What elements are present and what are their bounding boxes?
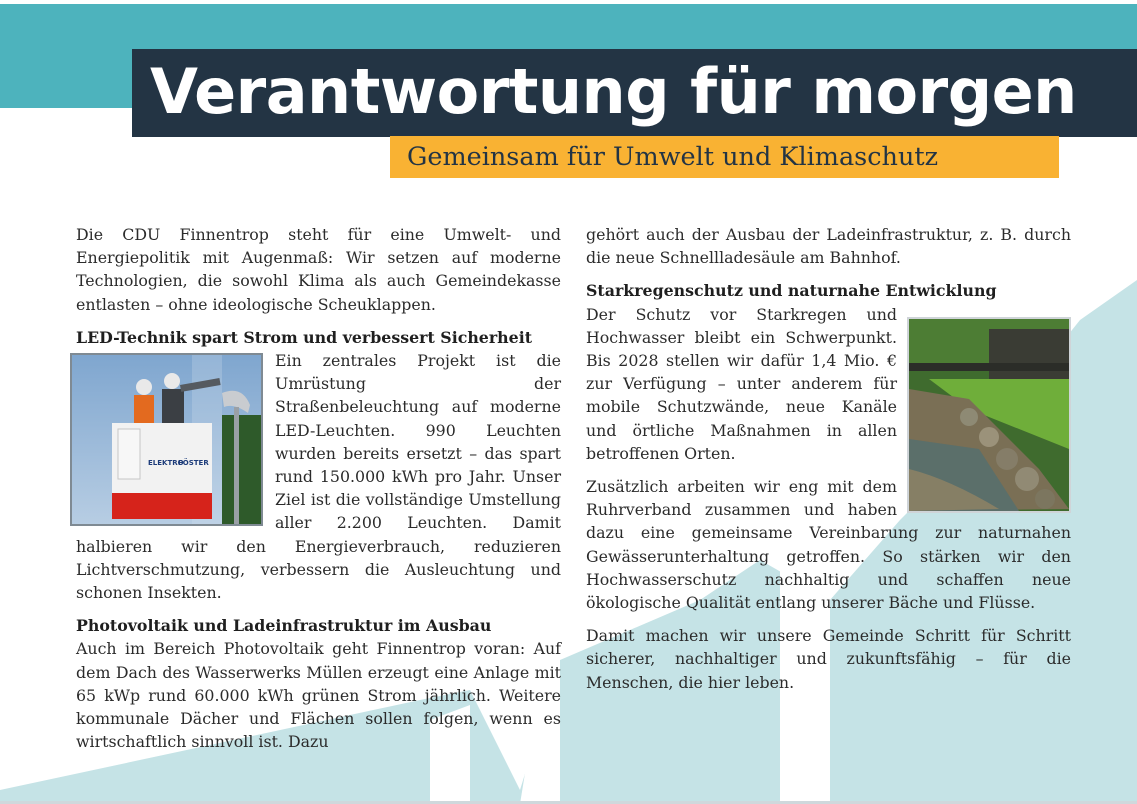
right-column <box>586 223 1071 694</box>
pv-continued-paragraph: gehört auch der Ausbau der Ladeinfrastruktur, z. B. durch die neue Schnellladesäule am Bahnhof. <box>586 225 1071 268</box>
closing-paragraph: Damit machen wir unsere Gemeinde Schritt für Schritt sicherer, nachhaltiger und zukunftsfähig – für die Menschen, die hier leben. <box>586 626 1071 692</box>
pv-paragraph: Auch im Bereich Photovoltaik geht Finnentrop voran: Auf dem Dach des Wasserwerks Müllen erzeugt eine Anlage mit 65 kWp rund 60.000 kWh grünen Strom jährlich. Weitere kommunale Dächer und Flächen sollen folgen, wenn es wirtschaftlich sinnvoll ist. Dazu <box>76 639 561 752</box>
rain-heading: Starkregenschutz und naturnahe Entwicklung <box>586 281 997 301</box>
rain-paragraph: Der Schutz vor Starkregen und Hochwasser bleibt ein Schwerpunkt. Bis 2028 stellen wir dafür 1,4 Mio. € zur Verfügung – unter anderem für mobile Schutzwände, neue Kanäle und örtliche Maßnahmen in allen betroffenen Orten. <box>586 304 897 463</box>
streetlight-workers-photo <box>70 353 263 526</box>
intro-paragraph: Die CDU Finnentrop steht für eine Umwelt- und Energiepolitik mit Augenmaß: Wir setzen auf moderne Technologien, die sowohl Klima als auch Gemeindekasse entlasten – ohne ideologische Scheuklappen. <box>76 225 561 314</box>
bucket-text-elektro: ELEKTRO <box>148 459 184 468</box>
led-heading: LED-Technik spart Strom und verbessert Sicherheit <box>76 327 533 347</box>
ruhr-paragraph: Zusätzlich arbeiten wir eng mit dem Ruhrverband zusammen und haben dazu eine gemeinsame Vereinbarung zur naturnahen Gewässerunterhaltung getroffen. So stärken wir den Hochwasserschutz nachhaltig und schaffen neue ökologische Qualität entlang unserer Bäche und Flüsse. <box>586 477 1071 613</box>
page-subtitle: Gemeinsam für Umwelt und Klimaschutz <box>407 142 939 172</box>
riverbank-wall-photo <box>907 317 1071 513</box>
led-paragraph: Ein zentrales Projekt ist die Umrüstung der Straßenbeleuchtung auf moderne LED-Leuchten. 990 Leuchten wurden bereits ersetzt – das spart rund 150.000 kWh pro Jahr. Unser Ziel ist die vollständige Umstellung aller 2.200 Leuchten. Damit halbieren wir den Energieverbrauch, reduzieren Lichtverschmutzung, verbessern die Ausleuchtung und schonen Insekten. <box>76 351 561 603</box>
left-column <box>76 223 561 753</box>
pv-heading: Photovoltaik und Ladeinfrastruktur im Ausbau <box>76 616 492 636</box>
bucket-text-foster: FÖSTER <box>178 459 209 468</box>
page-title: Verantwortung für morgen <box>150 55 1077 128</box>
